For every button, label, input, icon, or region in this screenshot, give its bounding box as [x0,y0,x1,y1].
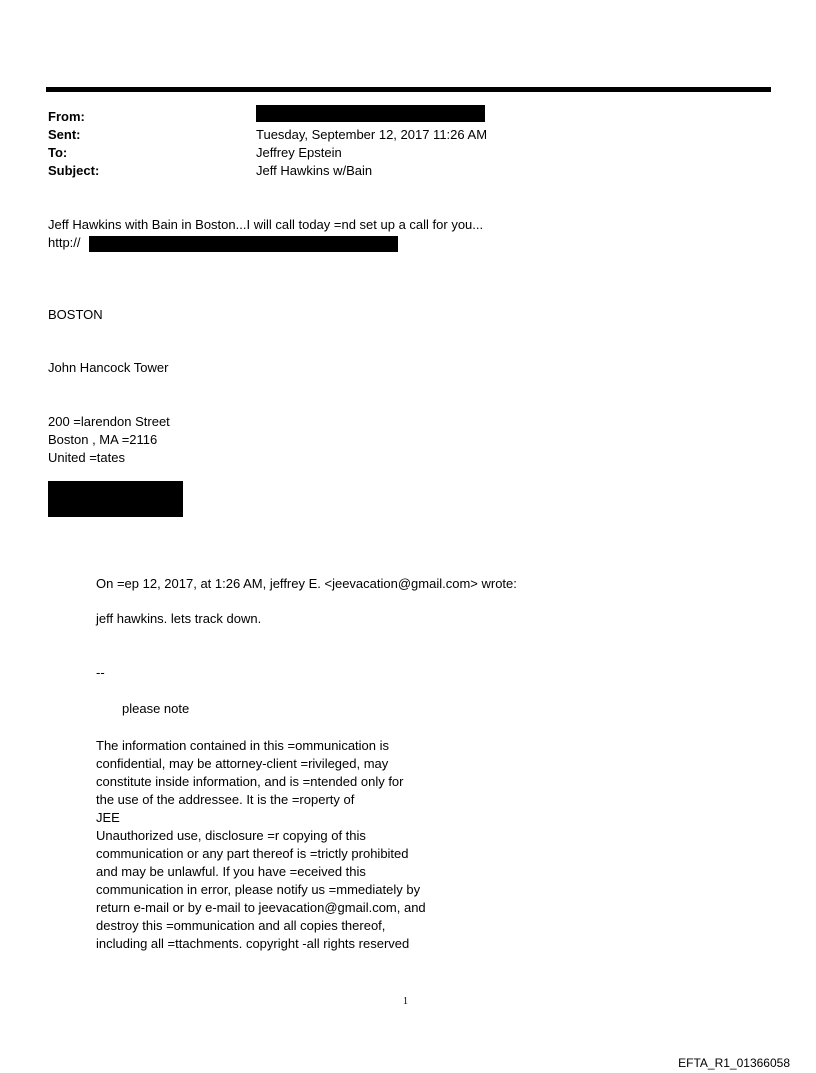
from-redaction [256,105,485,122]
please-note: please note [122,701,190,716]
disclaimer-line: confidential, may be attorney-client =rivileged, may [96,756,389,771]
sent-label: Sent: [48,127,81,142]
signature-separator: -- [96,665,105,680]
subject-label: Subject: [48,163,100,178]
disclaimer-line: and may be unlawful. If you have =eceived this [96,864,366,879]
sent-value: Tuesday, September 12, 2017 11:26 AM [256,127,488,142]
address-line-1: 200 =larendon Street [48,414,170,429]
building-line: John Hancock Tower [48,360,169,375]
quoted-attribution: On =ep 12, 2017, at 1:26 AM, jeffrey E. <jeevacation@gmail.com> wrote: [96,576,517,591]
disclaimer-line: communication or any part thereof is =trictly prohibited [96,846,409,861]
disclaimer-line: including all =ttachments. copyright -all rights reserved [96,936,410,951]
disclaimer-line: Unauthorized use, disclosure =r copying of this [96,828,366,843]
header-divider [46,87,771,92]
confidentiality-disclaimer [96,737,426,953]
disclaimer-line: return e-mail or by e-mail to jeevacation@gmail.com, and [96,900,426,915]
signature-redaction [48,481,183,517]
intro-line: Jeff Hawkins with Bain in Boston...I will call today =nd set up a call for you... [48,217,484,232]
address-line-2: Boston , MA =2116 [48,432,158,447]
link-prefix: http:// [48,235,81,250]
disclaimer-line: the use of the addressee. It is the =roperty of [96,792,355,807]
disclaimer-line: constitute inside information, and is =ntended only for [96,774,404,789]
address-line-3: United =tates [48,450,125,465]
to-label: To: [48,145,68,160]
quoted-message: jeff hawkins. lets track down. [96,611,262,626]
subject-value: Jeff Hawkins w/Bain [256,163,373,178]
from-label: From: [48,109,85,124]
city-line: BOSTON [48,307,103,322]
link-redaction [89,236,398,252]
document-id: EFTA_R1_01366058 [678,1056,790,1070]
disclaimer-line: destroy this =ommunication and all copies thereof, [96,918,386,933]
disclaimer-line: The information contained in this =ommunication is [96,738,390,753]
disclaimer-line: JEE [96,810,120,825]
disclaimer-line: communication in error, please notify us =mmediately by [96,882,421,897]
to-value: Jeffrey Epstein [256,145,342,160]
page-number: 1 [403,996,408,1007]
